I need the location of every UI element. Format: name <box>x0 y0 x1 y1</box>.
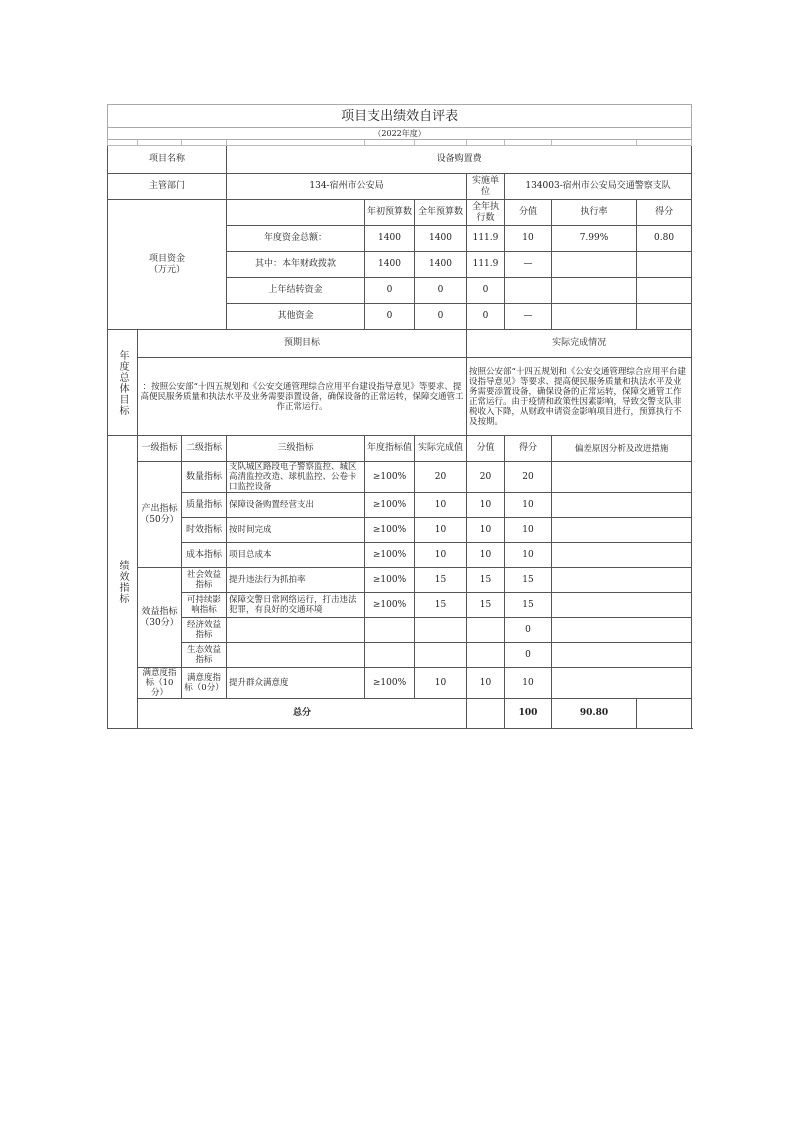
sheet-year: （2022年度） <box>108 128 692 140</box>
actual-result-header: 实际完成情况 <box>467 330 692 358</box>
funds-header-blank <box>227 200 365 226</box>
perf-note <box>552 462 692 493</box>
funds-cell: 0 <box>365 278 415 304</box>
perf-actual: 10 <box>415 493 467 518</box>
funds-cell: — <box>505 252 552 278</box>
perf-score: 10 <box>467 668 505 699</box>
perf-target <box>365 643 415 668</box>
perf-l3: 项目总成本 <box>227 543 365 568</box>
dept-label: 主管部门 <box>108 174 227 200</box>
funds-header: 执行率 <box>552 200 637 226</box>
perf-note <box>552 493 692 518</box>
perf-row <box>108 668 692 699</box>
funds-cell <box>505 278 552 304</box>
perf-actual: 10 <box>415 543 467 568</box>
perf-l2: 可持续影响指标 <box>182 593 227 618</box>
perf-l2: 社会效益指标 <box>182 568 227 593</box>
perf-l2: 成本指标 <box>182 543 227 568</box>
perf-score <box>467 643 505 668</box>
funds-row-name: 年度资金总额： <box>227 226 365 252</box>
perf-got: 0 <box>505 643 552 668</box>
perf-actual: 15 <box>415 593 467 618</box>
funds-cell: 0 <box>365 304 415 330</box>
perf-got: 0 <box>505 618 552 643</box>
evaluation-table <box>107 104 692 729</box>
perf-group-label: 效益指标 （30分） <box>138 568 182 668</box>
perf-note <box>552 568 692 593</box>
actual-result-text: 按照公安部“十四五规划和《公安交通管理综合应用平台建设指导意见》等要求、提高便民服务质量和执法水平及业务需要添置设备，确保设备的正常运转，保障交通管工作正常运行。由于疫情和政策性因素影响，导致交警支队非税收入下降，从财政申请资金影响项目进行，预算执行不及按期。 <box>467 358 692 436</box>
impl-unit-label: 实施单位 <box>467 174 505 200</box>
perf-got: 15 <box>505 593 552 618</box>
perf-got: 10 <box>505 493 552 518</box>
total-blank <box>467 699 505 729</box>
perf-got: 10 <box>505 543 552 568</box>
funds-header: 分值 <box>505 200 552 226</box>
perf-actual <box>415 643 467 668</box>
perf-row <box>108 543 692 568</box>
total-row <box>108 699 692 729</box>
funds-cell: 111.9 <box>467 252 505 278</box>
perf-score: 15 <box>467 593 505 618</box>
funds-cell <box>637 278 692 304</box>
perf-target: ≥100% <box>365 593 415 618</box>
perf-got: 15 <box>505 568 552 593</box>
perf-header: 实际完成值 <box>415 436 467 462</box>
perf-header: 三级指标 <box>227 436 365 462</box>
perf-actual: 10 <box>415 668 467 699</box>
perf-actual: 20 <box>415 462 467 493</box>
perf-header: 一级指标 <box>138 436 182 462</box>
funds-row-name: 其他资金 <box>227 304 365 330</box>
perf-got: 20 <box>505 462 552 493</box>
perf-l2: 生态效益指标 <box>182 643 227 668</box>
project-name-value: 设备购置费 <box>227 146 692 174</box>
perf-l2: 经济效益指标 <box>182 618 227 643</box>
perf-l3: 提升违法行为抓拍率 <box>227 568 365 593</box>
perf-row <box>108 618 692 643</box>
perf-score: 10 <box>467 543 505 568</box>
funds-cell: 0 <box>415 278 467 304</box>
perf-l3: 支队城区路段电子警察监控、城区高清监控改造、球机监控、公卷卡口监控设备 <box>227 462 365 493</box>
perf-row <box>108 568 692 593</box>
perf-l2: 满意度指标（0分） <box>182 668 227 699</box>
funds-label: 项目资金 （万元） <box>108 200 227 330</box>
perf-header: 分值 <box>467 436 505 462</box>
funds-cell: — <box>505 304 552 330</box>
perf-row <box>108 593 692 618</box>
perf-side-label: 绩效指标 <box>108 436 138 729</box>
sheet-title: 项目支出绩效自评表 <box>108 105 692 128</box>
total-label: 总分 <box>138 699 467 729</box>
perf-row <box>108 643 692 668</box>
total-got: 90.80 <box>552 699 637 729</box>
expected-goal-text: ：按照公安部“十四五规划和《公安交通管理综合应用平台建设指导意见》等要求、提高便民服务质量和执法水平及业务需要添置设备，确保设备的正常运转，保障交通管工作正常运行。 <box>138 358 467 436</box>
funds-cell: 0 <box>415 304 467 330</box>
funds-cell: 10 <box>505 226 552 252</box>
project-name-label: 项目名称 <box>108 146 227 174</box>
perf-group-label: 满意度指标（10分） <box>138 668 182 699</box>
perf-header: 偏差原因分析及改进措施 <box>552 436 692 462</box>
perf-target: ≥100% <box>365 668 415 699</box>
perf-target: ≥100% <box>365 518 415 543</box>
total-score: 100 <box>505 699 552 729</box>
funds-row-name: 上年结转资金 <box>227 278 365 304</box>
perf-score: 10 <box>467 518 505 543</box>
funds-header: 年初预算数 <box>365 200 415 226</box>
perf-target: ≥100% <box>365 493 415 518</box>
perf-note <box>552 668 692 699</box>
perf-note <box>552 643 692 668</box>
perf-score: 20 <box>467 462 505 493</box>
perf-score: 10 <box>467 493 505 518</box>
perf-l3: 提升群众满意度 <box>227 668 365 699</box>
funds-cell <box>552 252 637 278</box>
perf-row <box>108 493 692 518</box>
funds-row-name: 其中：本年财政拨款 <box>227 252 365 278</box>
perf-note <box>552 593 692 618</box>
perf-l3: 按时间完成 <box>227 518 365 543</box>
perf-header: 二级指标 <box>182 436 227 462</box>
funds-cell: 1400 <box>415 252 467 278</box>
perf-score <box>467 618 505 643</box>
perf-group-label: 产出指标 （50分） <box>138 462 182 568</box>
perf-got: 10 <box>505 668 552 699</box>
perf-got: 10 <box>505 518 552 543</box>
funds-cell <box>552 278 637 304</box>
perf-score: 15 <box>467 568 505 593</box>
perf-l2: 时效指标 <box>182 518 227 543</box>
funds-cell: 0.80 <box>637 226 692 252</box>
funds-cell: 1400 <box>415 226 467 252</box>
funds-cell <box>637 304 692 330</box>
perf-l3 <box>227 618 365 643</box>
funds-cell: 111.9 <box>467 226 505 252</box>
perf-target: ≥100% <box>365 568 415 593</box>
perf-l2: 质量指标 <box>182 493 227 518</box>
perf-row <box>108 518 692 543</box>
funds-cell <box>552 304 637 330</box>
funds-header: 得分 <box>637 200 692 226</box>
annual-goal-side-label: 年度总体目标 <box>108 330 138 436</box>
funds-header: 全年执行数 <box>467 200 505 226</box>
expected-goal-header: 预期目标 <box>138 330 467 358</box>
perf-actual: 10 <box>415 518 467 543</box>
funds-cell: 1400 <box>365 252 415 278</box>
funds-cell: 0 <box>467 278 505 304</box>
funds-cell <box>637 252 692 278</box>
dept-value: 134-宿州市公安局 <box>227 174 467 200</box>
perf-note <box>552 543 692 568</box>
funds-header: 全年预算数 <box>415 200 467 226</box>
perf-target: ≥100% <box>365 462 415 493</box>
funds-cell: 0 <box>467 304 505 330</box>
self-evaluation-sheet <box>107 104 691 729</box>
perf-target <box>365 618 415 643</box>
perf-target: ≥100% <box>365 543 415 568</box>
perf-actual <box>415 618 467 643</box>
perf-l2: 数量指标 <box>182 462 227 493</box>
perf-note <box>552 518 692 543</box>
perf-header: 得分 <box>505 436 552 462</box>
perf-row <box>108 462 692 493</box>
perf-actual: 15 <box>415 568 467 593</box>
impl-unit-value: 134003-宿州市公安局交通警察支队 <box>505 174 692 200</box>
perf-l3 <box>227 643 365 668</box>
total-note <box>637 699 692 729</box>
funds-cell: 7.99% <box>552 226 637 252</box>
perf-l3: 保障设备购置经营支出 <box>227 493 365 518</box>
funds-cell: 1400 <box>365 226 415 252</box>
perf-l3: 保障交警日常网络运行，打击违法犯罪，有良好的交通环境 <box>227 593 365 618</box>
perf-note <box>552 618 692 643</box>
perf-header: 年度指标值 <box>365 436 415 462</box>
